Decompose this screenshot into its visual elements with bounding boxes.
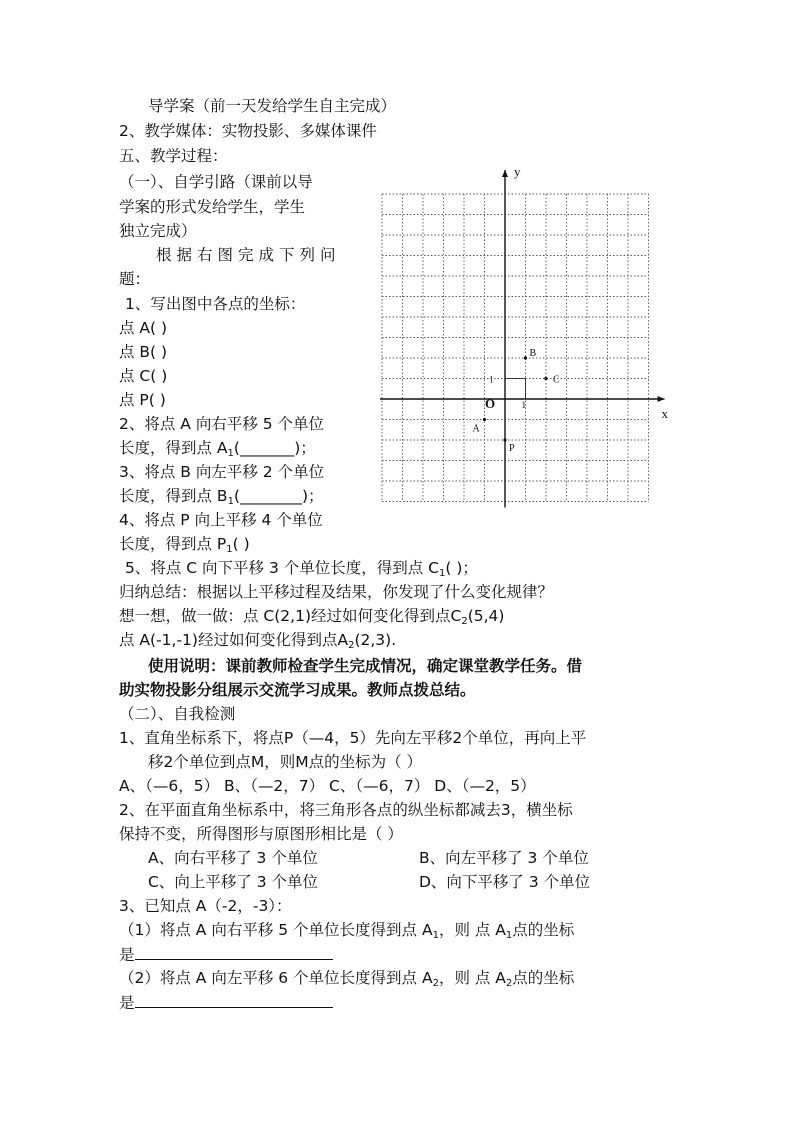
x-axis-label: x [661, 406, 668, 421]
section2-q3: 3、已知点 A（-2，-3）： [119, 897, 292, 915]
question-3-a: 3、将点 B 向左平移 2 个单位 [119, 463, 325, 481]
section2-q2-option-b: B、向左平移了 3 个单位 [419, 849, 589, 867]
answer-blank [135, 992, 333, 1008]
x-axis-arrow [658, 396, 665, 402]
question-3-b: 长度，得到点 $B_1(\_\_\_\_\_\_\_\_)$； [119, 487, 324, 507]
usage-note-a: 使用说明：课前教师检查学生完成情况，确定课堂教学任务。借 [148, 657, 583, 675]
section2-q1-options: A、（—6，5） B、（—2，7） C、（—6，7） D、（—2，5） [119, 777, 536, 795]
point-p-marker [503, 438, 506, 441]
section2-q2-b: 保持不变，所得图形与原图形相比是（ ） [119, 825, 403, 843]
summary-line: 归纳总结：根据以上平移过程及结果，你发现了什么变化规律？ [119, 583, 554, 601]
section2-q2-option-c: C、向上平移了 3 个单位 [148, 873, 319, 891]
point-a-label: A [472, 423, 480, 435]
intro-line-guide: 导学案（前一天发给学生自主完成） [148, 97, 397, 115]
unit-y-label: 1 [489, 374, 494, 385]
y-axis-arrow [502, 170, 508, 177]
section2-q2-a: 2、在平面直角坐标系中，将三角形各点的纵坐标都减去3，横坐标 [119, 801, 573, 819]
point-c-answer: 点 C( ) [119, 367, 168, 385]
unit-x-label: 1 [521, 400, 526, 410]
point-b-answer: 点 B( ) [119, 343, 168, 361]
coordinate-grid [375, 160, 675, 510]
section1-heading-b: 学案的形式发给学生，学生 [119, 198, 306, 216]
point-p-answer: 点 P( ) [119, 391, 166, 409]
usage-note-b: 助实物投影分组展示交流学习成果。教师点拨总结。 [119, 681, 476, 699]
section2-q3-part1: （1）将点 A 向右平移 5 个单位长度得到点 $A_1$，则 点 $A_1$点的坐标 [119, 921, 575, 941]
intro-line-process: 五、教学过程： [119, 147, 228, 165]
section2-q1-b: 移2个单位到点M，则M点的坐标为（ ） [148, 753, 423, 771]
section2-heading: （二）、自我检测 [119, 705, 236, 723]
question-4-b: 长度，得到点 $P_1$( ) [119, 535, 250, 555]
point-c-marker [544, 377, 547, 380]
point-c-label: C [553, 374, 560, 386]
question-4-a: 4、将点 P 向上平移 4 个单位 [119, 511, 323, 529]
section1-heading-a: （一）、自学引路（课前以导 [119, 173, 313, 191]
section1-instruction-b: 题： [119, 270, 151, 288]
point-p-label: P [509, 443, 515, 454]
point-a-answer: 点 A( ) [119, 319, 168, 337]
section2-q3-part1-answer: 是 [119, 944, 333, 965]
point-a-marker [483, 418, 486, 421]
origin-label: O [485, 396, 496, 411]
answer-blank [135, 944, 333, 960]
grid-lines [382, 194, 649, 502]
section1-instruction-a: 根据右图完成下列问 [156, 246, 341, 264]
y-axis-label: y [514, 164, 521, 179]
point-b-marker [524, 356, 527, 359]
section2-q2-option-a: A、向右平移了 3 个单位 [148, 849, 318, 867]
point-b-label: B [529, 348, 537, 359]
question-5: 5、将点 C 向下平移 3 个单位长度，得到点 $C_1$( )； [125, 559, 478, 579]
section2-q3-part2-answer: 是 [119, 992, 333, 1013]
section2-q2-option-d: D、向下平移了 3 个单位 [419, 873, 591, 891]
section2-q3-part2: （2）将点 A 向左平移 6 个单位长度得到点 $A_2$，则 点 $A_2$点的坐标 [119, 969, 575, 989]
question-2-a: 2、将点 A 向右平移 5 个单位 [119, 415, 325, 433]
question-1: 1、写出图中各点的坐标： [125, 295, 306, 313]
think-line-2: 点 A(-1,-1)经过如何变化得到点$A_2(2,3)$. [119, 631, 397, 651]
section2-q1-a: 1、直角坐标系下，将点P（—4，5）先向左平移2个单位，再向上平 [119, 729, 587, 747]
intro-line-media: 2、教学媒体：实物投影、多媒体课件 [119, 122, 377, 140]
section1-heading-c: 独立完成） [119, 222, 197, 240]
think-line-1: 想一想，做一做：点 C(2,1)经过如何变化得到点$C_2(5,4)$ [119, 607, 505, 627]
question-2-b: 长度，得到点 $A_1(\_\_\_\_\_\_\_)$； [119, 439, 316, 459]
